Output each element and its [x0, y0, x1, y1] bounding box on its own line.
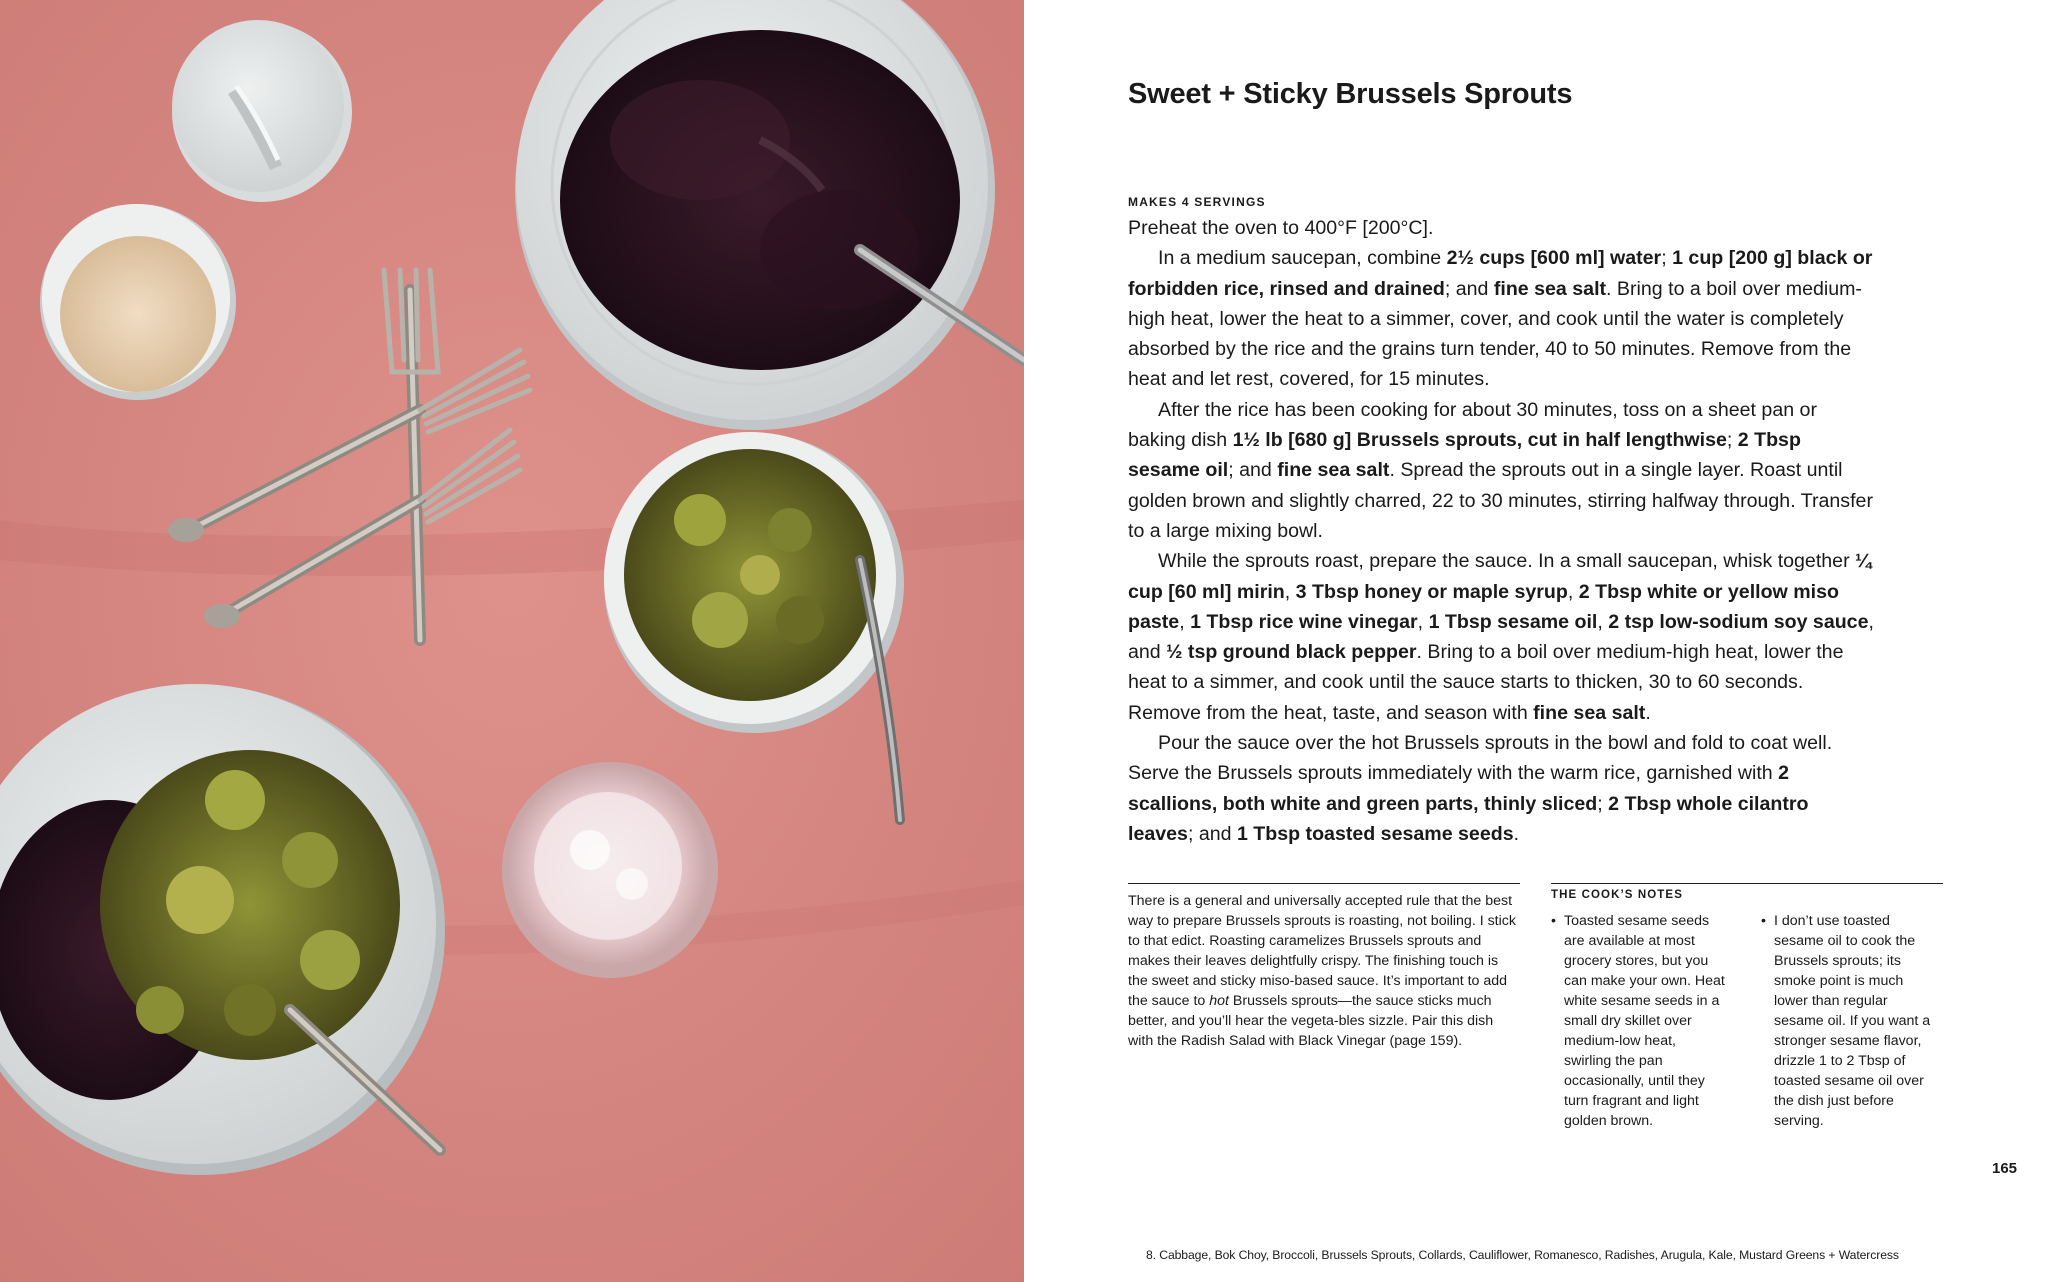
- sesame-seed-bowl: [40, 204, 236, 400]
- text-run: ,: [1597, 610, 1609, 633]
- ingredient-emphasis: 1 cup [200 g] black or forbidden rice, rinsed and drained: [1128, 247, 1873, 300]
- text-run: .: [1513, 822, 1520, 845]
- notes-divider: [1551, 883, 1943, 884]
- method-step-sauce: [1128, 546, 1878, 728]
- text-run: ; and: [1228, 459, 1278, 482]
- ingredient-emphasis: 2 Tbsp white or yellow miso paste: [1128, 580, 1839, 633]
- headnote: [1128, 891, 1520, 1051]
- text-run: ,: [1179, 610, 1191, 633]
- method-step-preheat: Preheat the oven to 400°F [200°C].: [1128, 217, 1434, 239]
- recipe-title: Sweet + Sticky Brussels Sprouts: [1128, 78, 1573, 110]
- running-footer: 8. Cabbage, Bok Choy, Broccoli, Brussels Sprouts, Collards, Cauliflower, Romanesco, Radishes, Arugula, Kale, Mustard Greens + Watercress: [1146, 1248, 1899, 1262]
- ingredient-emphasis: 1 Tbsp toasted sesame seeds: [1236, 822, 1514, 845]
- italic-emphasis: hot: [1209, 993, 1229, 1009]
- text-run: There is a general and universally accepted rule that the best way to prepare Brussels sprouts is roasting, not boiling. I stick to that edict. Roasting caramelizes Brussels sprouts and makes their leaves delightfully crispy. The finishing touch is the sweet and sticky miso-based sauce. It’s important to add the sauce to: [1128, 893, 1516, 1009]
- cooks-notes-column-2: [1761, 911, 1936, 1131]
- ingredient-emphasis: fine sea salt: [1277, 459, 1390, 482]
- text-run: ;: [1726, 429, 1738, 452]
- ingredient-emphasis: ¼ cup [60 ml] mirin: [1128, 550, 1872, 603]
- ingredient-emphasis: 2½ cups [600 ml] water: [1446, 247, 1662, 270]
- recipe-method: [1128, 213, 1878, 849]
- ingredient-emphasis: 1 Tbsp sesame oil: [1428, 610, 1598, 633]
- ingredient-emphasis: ½ tsp ground black pepper: [1166, 641, 1417, 664]
- method-step-serve: [1128, 728, 1878, 849]
- page-number: 165: [1992, 1160, 2018, 1177]
- text-run: ; and: [1444, 277, 1494, 300]
- text-run: . Spread the sprouts out in a single layer. Roast until golden brown and slightly charred, 22 to 30 minutes, stirring halfway through. Transfer to a large mixing bowl.: [1128, 459, 1873, 542]
- ingredient-emphasis: 3 Tbsp honey or maple syrup: [1295, 580, 1568, 603]
- cooks-note: • Toasted sesame seeds are available at most grocery stores, but you can make your own. Heat white sesame seeds in a small dry skillet over medium-low heat, swirling the pan occasionally, until they turn fragrant and light golden brown.: [1551, 911, 1726, 1131]
- ingredient-emphasis: 2 tsp low-sodium soy sauce: [1608, 610, 1869, 633]
- method-step-roast: [1128, 395, 1878, 546]
- text-run: ,: [1417, 610, 1429, 633]
- ingredient-emphasis: fine sea salt: [1533, 701, 1646, 724]
- text-run: ,: [1284, 580, 1296, 603]
- ingredient-emphasis: 1 Tbsp rice wine vinegar: [1190, 610, 1418, 633]
- text-run: Pour the sauce over the hot Brussels sprouts in the bowl and fold to coat well. Serve the Brussels sprouts immediately with the warm rice, garnished with: [1128, 732, 1833, 785]
- text-run: Brussels sprouts—the sauce sticks much better, and you’ll hear the vegeta-bles sizzle. Pair this dish with the Radish Salad with Black Vinegar (page 159).: [1128, 993, 1494, 1049]
- text-run: ; and: [1187, 822, 1237, 845]
- cooks-notes-column-1: [1551, 911, 1726, 1131]
- text-run: , and: [1128, 610, 1874, 664]
- text-run: .: [1645, 701, 1651, 724]
- ingredient-emphasis: 2 scallions, both white and green parts, thinly sliced: [1128, 762, 1790, 815]
- ingredient-emphasis: 2 Tbsp whole cilantro leaves: [1128, 792, 1809, 845]
- water-glass: [502, 762, 718, 978]
- text-run: In a medium saucepan, combine: [1158, 247, 1447, 270]
- cooks-note: • I don’t use toasted sesame oil to cook the Brussels sprouts; its smoke point is much lower than regular sesame oil. If you want a stronger sesame flavor, drizzle 1 to 2 Tbsp of toasted sesame oil over the dish just before serving.: [1761, 911, 1936, 1131]
- cooks-notes-title: THE COOK’S NOTES: [1551, 889, 1683, 901]
- method-step-rice: [1128, 243, 1878, 394]
- text-run: After the rice has been cooking for about 30 minutes, toss on a sheet pan or baking dish: [1128, 398, 1817, 452]
- recipe-page: [1024, 0, 2048, 1282]
- intro-divider: [1128, 883, 1520, 884]
- ingredient-emphasis: 1½ lb [680 g] Brussels sprouts, cut in half lengthwise: [1232, 429, 1727, 452]
- text-run: ,: [1567, 580, 1579, 603]
- text-run: ;: [1597, 792, 1609, 815]
- text-run: While the sprouts roast, prepare the sauce. In a small saucepan, whisk together: [1158, 550, 1856, 573]
- ingredient-emphasis: fine sea salt: [1493, 277, 1607, 300]
- servings-label: MAKES 4 SERVINGS: [1128, 195, 1266, 209]
- text-run: . Bring to a boil over medium-high heat, lower the heat to a simmer, cover, and cook until the water is completely absorbed by the rice and the grains turn tender, 40 to 50 minutes. Remove from the heat and let rest, covered, for 15 minutes.: [1128, 277, 1862, 391]
- ingredient-emphasis: 2 Tbsp sesame oil: [1128, 429, 1801, 482]
- text-run: . Bring to a boil over medium-high heat, lower the heat to a simmer, and cook until the sauce starts to thicken, 30 to 60 seconds. Remove from the heat, taste, and season with: [1128, 641, 1844, 724]
- text-run: ;: [1661, 247, 1673, 270]
